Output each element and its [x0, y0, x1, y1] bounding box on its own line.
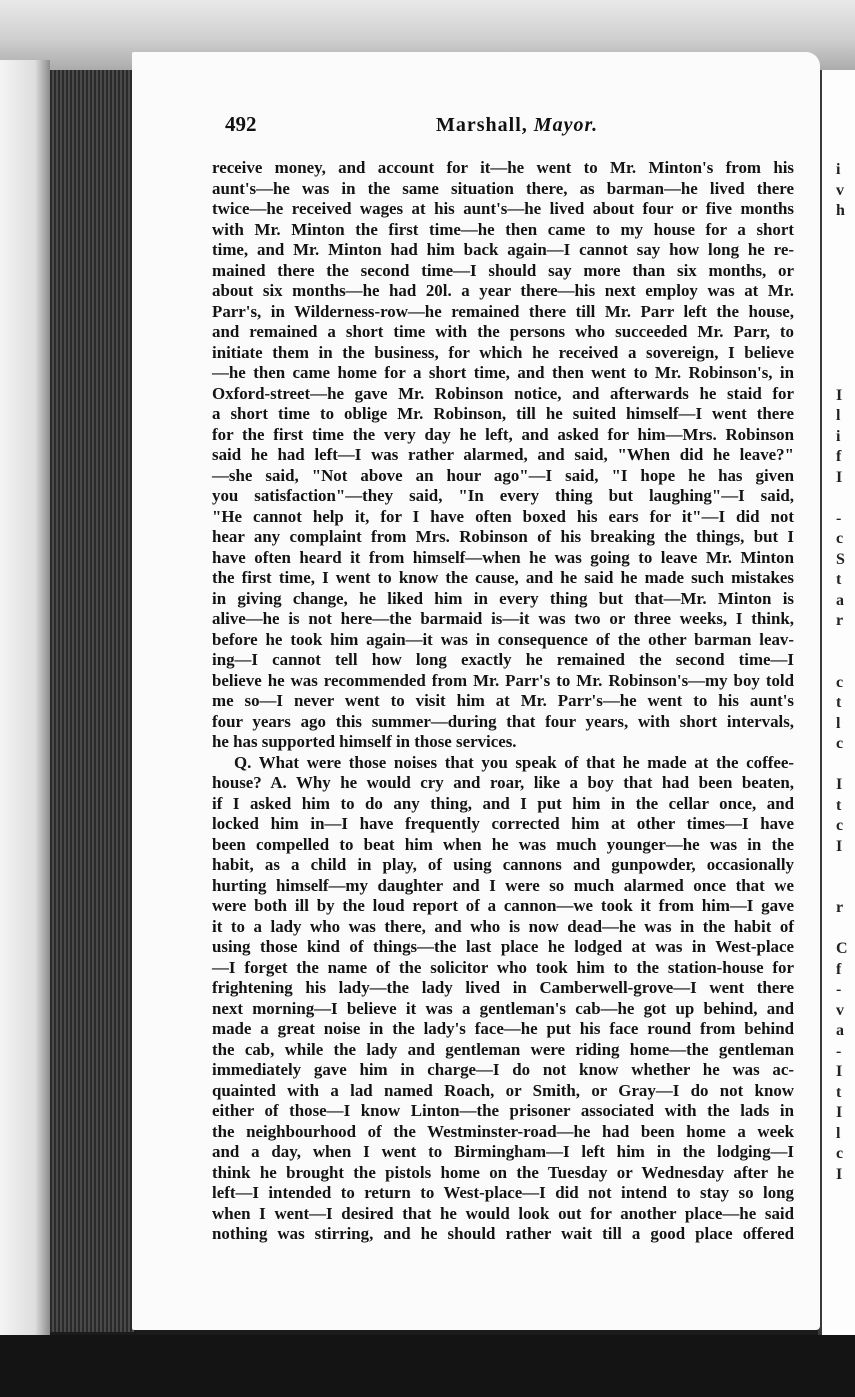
facing-page-fragment: c	[836, 1145, 844, 1162]
facing-page-fragment: t	[836, 571, 842, 588]
facing-page-fragment: I	[836, 1165, 843, 1183]
text-line: if I asked him to do any thing, and I put him in the cellar once, and	[212, 793, 794, 813]
text-line: have often heard it from himself—when he was going to leave Mr. Minton	[212, 547, 794, 567]
page-number: 492	[225, 112, 257, 136]
text-line: mained there the second time—I should say more than six months, or	[212, 260, 794, 280]
facing-page-fragment	[836, 919, 855, 940]
facing-page-fragment: -	[836, 509, 842, 527]
facing-page-fragment: i	[836, 161, 841, 178]
text-line: believe he was recommended from Mr. Parr's to Mr. Robinson's—my boy told	[212, 670, 794, 690]
text-line: initiate them in the business, for which he received a sovereign, I believe	[212, 342, 794, 362]
facing-page-fragment	[836, 632, 855, 653]
facing-page-fragment	[836, 878, 855, 899]
text-line: when I went—I desired that he would look out for another place—he said	[212, 1203, 794, 1223]
facing-page-fragment: I	[836, 776, 843, 793]
text-line: left—I intended to return to West-place—I did not intend to stay so long	[212, 1183, 794, 1202]
facing-page-text	[836, 160, 855, 1185]
facing-page-fragment	[836, 652, 855, 673]
facing-page-fragment: -	[836, 981, 842, 998]
text-line: the cab, while the lady and gentleman were riding home—the gentleman	[212, 1039, 794, 1059]
facing-page-fragment: t	[836, 694, 842, 711]
facing-page-fragment: i	[836, 427, 841, 445]
facing-page-fragment: c	[836, 530, 844, 547]
facing-page-fragment	[836, 324, 855, 345]
facing-page-fragment	[836, 304, 855, 325]
facing-page-fragment: l	[836, 407, 841, 424]
facing-page-fragment: I	[836, 468, 843, 486]
text-line: about six months—he had 20l. a year there—his next employ was at Mr.	[212, 281, 794, 300]
text-line: aunt's—he was in the same situation there, as barman—he lived there	[212, 178, 794, 198]
text-line: time, and Mr. Minton had him back again—I cannot say how long he re-	[212, 240, 794, 259]
facing-page-fragment	[836, 222, 855, 243]
text-line: you satisfaction"—they said, "In every thing but laughing"—I said,	[212, 486, 794, 505]
facing-page-fragment: h	[836, 202, 845, 219]
text-line: before he took him again—it was in consequence of the other barman leav-	[212, 629, 794, 649]
facing-page-fragment: v	[836, 181, 844, 199]
text-line: he has supported himself in those services.	[212, 732, 517, 751]
text-line: immediately gave him in charge—I do not know whether he was ac-	[212, 1060, 794, 1079]
text-line: hear any complaint from Mrs. Robinson of his breaking the things, but I	[212, 527, 794, 546]
facing-page-fragment: I	[836, 1104, 843, 1121]
text-line: think he brought the pistols home on the Tuesday or Wednesday after he	[212, 1162, 794, 1182]
facing-page-fragment	[836, 263, 855, 284]
text-line: in giving change, he liked him in every thing but that—Mr. Minton is	[212, 588, 794, 608]
book-page-edges	[50, 70, 134, 1332]
text-line: Parr's, in Wilderness-row—he remained there till Mr. Parr left the house,	[212, 301, 794, 321]
facing-page-fragment: -	[836, 1042, 842, 1060]
text-line: quainted with a lad named Roach, or Smith, or Gray—I do not know	[212, 1080, 794, 1100]
text-line: for the first time the very day he left, and asked for him—Mrs. Robinson	[212, 424, 794, 444]
facing-page-fragment	[836, 242, 855, 263]
body-text	[212, 158, 794, 1245]
facing-page-fragment: a	[836, 1022, 844, 1039]
facing-page-fragment: I	[836, 837, 843, 855]
facing-page-fragment: f	[836, 960, 842, 978]
text-line: frightening his lady—the lady lived in Camberwell-grove—I went there	[212, 978, 794, 997]
text-line: twice—he received wages at his aunt's—he lived about four or five months	[212, 199, 794, 218]
text-line: Oxford-street—he gave Mr. Robinson notice, and afterwards he staid for	[212, 383, 794, 403]
facing-page-fragment: l	[836, 714, 841, 732]
text-line: next morning—I believe it was a gentleman's cab—he got up behind, and	[212, 998, 794, 1018]
running-head-role: Mayor.	[533, 114, 599, 136]
facing-page-fragment: t	[836, 1083, 842, 1101]
text-line: four years ago this summer—during that four years, with short intervals,	[212, 711, 794, 731]
text-line: said he had left—I was rather alarmed, and said, "When did he leave?"	[212, 445, 794, 464]
facing-page-fragment: t	[836, 796, 842, 814]
text-line: habit, as a child in play, of using cannons and gunpowder, occasionally	[212, 855, 794, 874]
running-head-name: Marshall,	[436, 114, 534, 136]
facing-page-fragment	[836, 488, 855, 509]
facing-page-fragment: S	[836, 550, 845, 568]
text-line: hurting himself—my daughter and I were so much alarmed once that we	[212, 875, 794, 895]
text-line: made a great noise in the lady's face—he put his face round from behind	[212, 1019, 794, 1038]
facing-page-fragment: l	[836, 1124, 841, 1142]
text-line: and remained a short time with the persons who succeeded Mr. Parr, to	[212, 322, 794, 341]
facing-page-fragment	[836, 365, 855, 386]
text-line: a short time to oblige Mr. Robinson, till he suited himself—I went there	[212, 404, 794, 423]
facing-page-fragment: C	[836, 940, 848, 957]
scan-bottom-margin	[0, 1335, 855, 1397]
facing-page-fragment	[836, 345, 855, 366]
facing-page-fragment: a	[836, 591, 844, 609]
facing-page-fragment	[836, 283, 855, 304]
facing-page-fragment: f	[836, 448, 842, 465]
facing-page-fragment: c	[836, 673, 844, 691]
text-line: Q. What were those noises that you speak of that he made at the coffee-	[234, 752, 794, 772]
text-line: were both ill by the loud report of a cannon—we took it from him—I gave	[212, 896, 794, 915]
text-line: the first time, I went to know the cause, and he said he made such mistakes	[212, 568, 794, 587]
facing-page-fragment: r	[836, 612, 844, 629]
facing-page-fragment: r	[836, 899, 844, 916]
text-line: nothing was stirring, and he should rather wait till a good place offered	[212, 1224, 794, 1243]
text-line: either of those—I know Linton—the prisoner associated with the lads in	[212, 1101, 794, 1120]
facing-page-fragment: I	[836, 386, 843, 404]
text-line: —she said, "Not above an hour ago"—I said, "I hope he has given	[212, 465, 794, 485]
facing-page-fragment: c	[836, 817, 844, 834]
text-line: the neighbourhood of the Westminster-road—he had been home a week	[212, 1121, 794, 1141]
text-line: house? A. Why he would cry and roar, like a boy that had been beaten,	[212, 773, 794, 792]
text-line: it to a lady who was there, and who is now dead—he was in the habit of	[212, 916, 794, 936]
text-line: using those kind of things—the last place he lodged at was in West-place	[212, 937, 794, 956]
facing-page-fragment: v	[836, 1001, 844, 1019]
page-header	[225, 112, 795, 142]
text-line: with Mr. Minton the first time—he then came to my house for a short	[212, 219, 794, 239]
text-line: —I forget the name of the solicitor who took him to the station-house for	[212, 957, 794, 977]
text-line: ing—I cannot tell how long exactly he remained the second time—I	[212, 650, 794, 669]
text-line: locked him in—I have frequently corrected him at other times—I have	[212, 814, 794, 833]
running-head	[436, 114, 598, 137]
facing-page-fragment: c	[836, 735, 844, 752]
facing-page-fragment	[836, 755, 855, 776]
text-line: alive—he is not here—the barmaid is—it was two or three weeks, I think,	[212, 609, 794, 628]
text-line: receive money, and account for it—he went to Mr. Minton's from his	[212, 158, 794, 177]
text-line: been compelled to beat him when he was much younger—he was in the	[212, 834, 794, 854]
text-line: —he then came home for a short time, and then went to Mr. Robinson's, in	[212, 363, 794, 382]
text-line: and a day, when I went to Birmingham—I left him in the lodging—I	[212, 1142, 794, 1161]
text-line: me so—I never went to visit him at Mr. Parr's—he went to his aunt's	[212, 691, 794, 710]
facing-page-fragment: I	[836, 1063, 843, 1080]
scan-left-margin	[0, 60, 50, 1397]
text-line: "He cannot help it, for I have often boxed his ears for it"—I did not	[212, 506, 794, 526]
facing-page-fragment	[836, 857, 855, 878]
